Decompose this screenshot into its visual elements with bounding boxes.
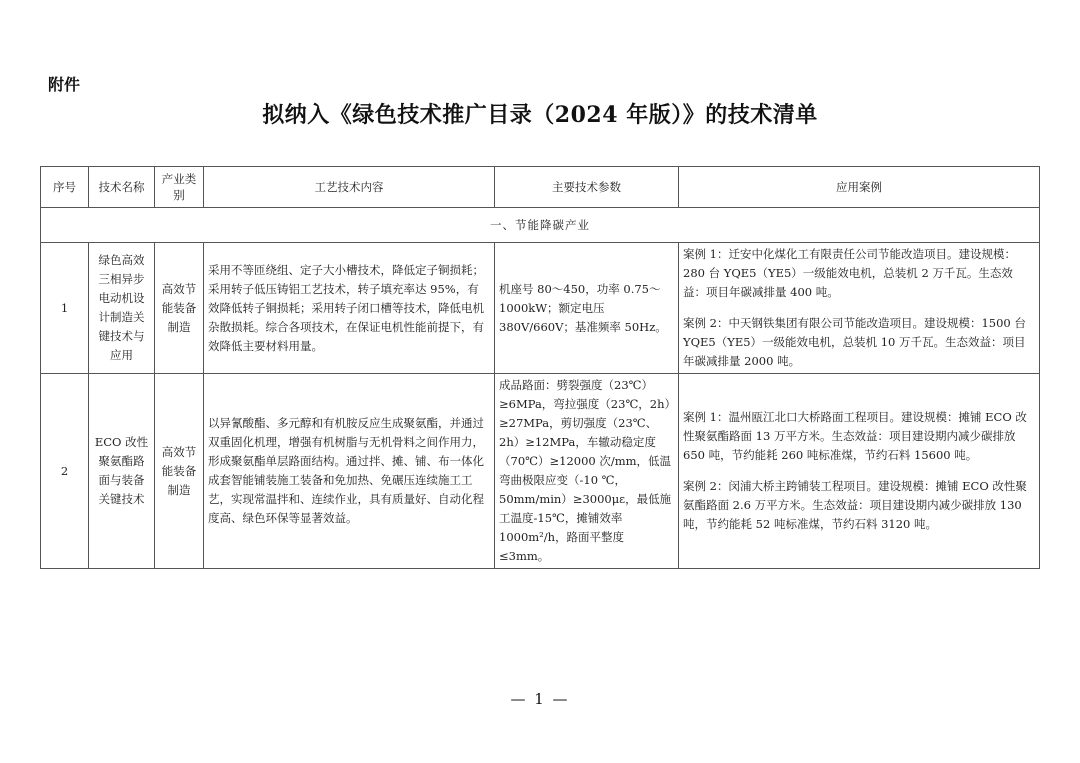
cell-tech-name: ECO 改性聚氨酯路面与装备关键技术 [89, 374, 155, 569]
cell-process: 以异氰酸酯、多元醇和有机胺反应生成聚氨酯，并通过双重固化机理，增强有机树脂与无机骨料之间作用力，形成聚氨酯单层路面结构。通过拌、摊、铺、布一体化成套智能铺装施工装备和免加热、免碾压连续施工工艺，实现常温拌和、连续作业，具有质量好、自动化程度高、绿色环保等显著效益。 [204, 374, 495, 569]
cell-seq: 1 [41, 243, 89, 374]
header-seq: 序号 [41, 167, 89, 208]
header-tech-name: 技术名称 [89, 167, 155, 208]
case-1: 案例 1：迁安中化煤化工有限责任公司节能改造项目。建设规模：280 台 YQE5（YE5）一级能效电机，总装机 2 万千瓦。生态效益：项目年碳减排量 400 吨。 [683, 247, 1016, 299]
cell-params: 成品路面：劈裂强度（23℃）≥6MPa，弯拉强度（23℃，2h）≥27MPa，剪切强度（23℃、2h）≥12MPa，车辙动稳定度（70℃）≥12000 次/mm，低温弯曲极限应变（-10 ℃，50mm/min）≥3000με，最低施工温度-15℃，摊铺效率 1000m²/h，路面平整度≤3mm。 [495, 374, 679, 569]
case-2: 案例 2：中天钢铁集团有限公司节能改造项目。建设规模：1500 台 YQE5（YE5）一级能效电机，总装机 10 万千瓦。生态效益：项目年碳减排量 2000 吨。 [683, 316, 1026, 368]
case-2: 案例 2：闵浦大桥主跨铺装工程项目。建设规模：摊铺 ECO 改性聚氨酯路面 2.6 万平方米。生态效益：项目建设期内减少碳排放 130 吨，节约能耗 52 吨标准煤，节约石料 3120 吨。 [683, 479, 1027, 531]
cell-params: 机座号 80～450，功率 0.75～1000kW；额定电压 380V/660V；基准频率 50Hz。 [495, 243, 679, 374]
cell-seq: 2 [41, 374, 89, 569]
section-row [41, 208, 1040, 243]
case-1: 案例 1：温州瓯江北口大桥路面工程项目。建设规模：摊铺 ECO 改性聚氨酯路面 13 万平方米。生态效益：项目建设期内减少碳排放 650 吨，节约能耗 260 吨标准煤，节约石料 15600 吨。 [683, 410, 1027, 462]
attachment-label: 附件 [48, 75, 81, 94]
cell-industry: 高效节能装备制造 [155, 374, 204, 569]
section-title: 一、节能降碳产业 [41, 208, 1040, 243]
header-process: 工艺技术内容 [204, 167, 495, 208]
table-header-row [41, 167, 1040, 208]
document-title: 拟纳入《绿色技术推广目录（2024 年版）》的技术清单 [262, 102, 818, 128]
table-row [41, 374, 1040, 569]
cell-process: 采用不等匝绕组、定子大小槽技术，降低定子铜损耗；采用转子低压铸铝工艺技术，转子填充率达 95%，有效降低转子铜损耗；采用转子闭口槽等技术，降低电机杂散损耗。综合各项技术，在保证电机性能前提下，有效降低主要材料用量。 [204, 243, 495, 374]
technology-list-table [40, 166, 1040, 569]
table-row [41, 243, 1040, 374]
cell-industry: 高效节能装备制造 [155, 243, 204, 374]
page-number: — 1 — [510, 690, 570, 708]
header-params: 主要技术参数 [495, 167, 679, 208]
header-cases: 应用案例 [679, 167, 1040, 208]
header-industry: 产业类别 [155, 167, 204, 208]
cell-cases [679, 374, 1040, 569]
cell-tech-name: 绿色高效三相异步电动机设计制造关键技术与应用 [89, 243, 155, 374]
cell-cases [679, 243, 1040, 374]
